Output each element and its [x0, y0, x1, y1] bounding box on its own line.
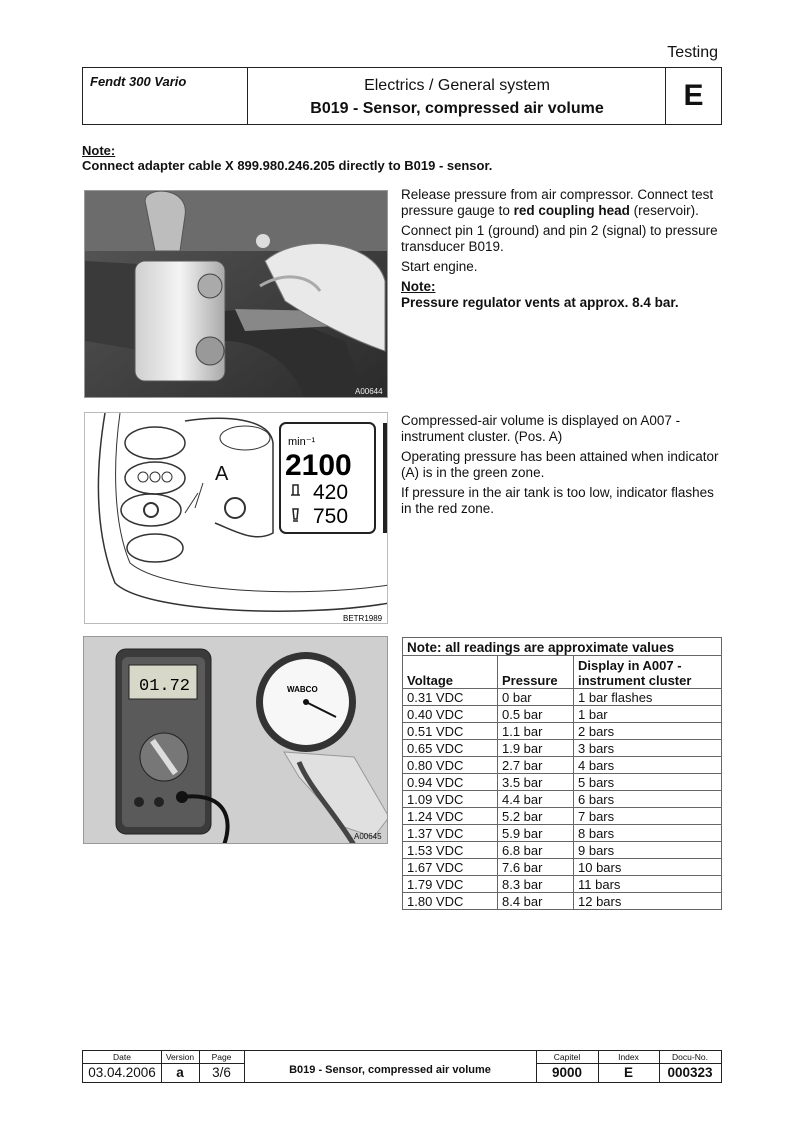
cell-pressure: 1.1 bar — [498, 723, 574, 740]
table-row — [403, 893, 722, 910]
table-row — [403, 706, 722, 723]
table-row — [403, 723, 722, 740]
cell-voltage: 1.53 VDC — [403, 842, 498, 859]
footer-docu: 000323 — [667, 1065, 713, 1080]
step2-line3: If pressure in the air tank is too low, indicator flashes in the red zone. — [401, 485, 714, 516]
footer-doc-title: B019 - Sensor, compressed air volume — [289, 1064, 491, 1076]
cell-display: 4 bars — [574, 757, 722, 774]
header-voltage: Voltage — [403, 656, 498, 689]
cell-voltage: 0.51 VDC — [403, 723, 498, 740]
footer-version-label: Version — [161, 1051, 199, 1064]
page-title: B019 - Sensor, compressed air volume — [310, 100, 604, 117]
coupling-illustration — [85, 191, 388, 398]
table-header-row — [403, 656, 722, 689]
instrument-cluster-drawing — [84, 412, 388, 624]
cell-voltage: 1.80 VDC — [403, 893, 498, 910]
meter-reading: 01.72 — [139, 677, 191, 696]
step1-line1 — [401, 187, 721, 219]
cell-display: 2 bars — [574, 723, 722, 740]
cell-pressure: 0 bar — [498, 689, 574, 706]
cell-pressure: 4.4 bar — [498, 791, 574, 808]
table-row — [403, 842, 722, 859]
footer-version: a — [176, 1065, 184, 1080]
footer-page-cell — [199, 1051, 245, 1082]
display-value-2: 750 — [313, 505, 349, 528]
header-pressure: Pressure — [498, 656, 574, 689]
step1-line1-c: (reservoir). — [629, 203, 699, 218]
footer-box — [82, 1050, 722, 1083]
readings-table — [402, 637, 722, 910]
footer-page: 3/6 — [212, 1065, 231, 1080]
step2-line1: Compressed-air volume is displayed on A007 - instrument cluster. (Pos. A) — [401, 413, 681, 444]
footer-version-cell — [161, 1051, 200, 1082]
step2-line2: Operating pressure has been attained when indicator (A) is in the green zone. — [401, 449, 719, 480]
cell-pressure: 1.9 bar — [498, 740, 574, 757]
footer-capitel-label: Capitel — [536, 1051, 598, 1064]
step1-text — [401, 187, 721, 315]
cell-voltage: 1.67 VDC — [403, 859, 498, 876]
display-rpm: 2100 — [285, 449, 352, 482]
multimeter-photo — [83, 636, 388, 844]
display-value-1: 420 — [313, 481, 349, 504]
image-code-3: A00645 — [354, 832, 382, 841]
position-label-a: A — [215, 463, 229, 485]
section-label: Testing — [667, 44, 718, 61]
cell-display: 5 bars — [574, 774, 722, 791]
header-model-cell — [83, 68, 248, 124]
display-unit: min⁻¹ — [288, 436, 316, 448]
step1-note-heading: Note: — [401, 279, 436, 294]
image-code-2: BETR1989 — [343, 614, 383, 623]
table-row — [403, 791, 722, 808]
multimeter-illustration — [84, 637, 388, 844]
footer-docu-cell — [659, 1051, 721, 1082]
footer-index: E — [623, 1065, 633, 1080]
footer-docu-label: Docu-No. — [659, 1051, 721, 1064]
cell-display: 6 bars — [574, 791, 722, 808]
gauge-brand: WABCO — [287, 685, 318, 694]
footer-index-cell — [598, 1051, 660, 1082]
cell-display: 10 bars — [574, 859, 722, 876]
table-row — [403, 808, 722, 825]
cell-voltage: 1.79 VDC — [403, 876, 498, 893]
note-heading: Note: — [82, 143, 116, 158]
footer-date-cell — [83, 1051, 162, 1082]
cell-display: 7 bars — [574, 808, 722, 825]
table-row — [403, 774, 722, 791]
readings-table-wrap — [402, 637, 722, 910]
footer-page-label: Page — [199, 1051, 244, 1064]
image-code-1: A00644 — [355, 387, 383, 396]
table-body — [403, 689, 722, 910]
footer-capitel-cell — [536, 1051, 599, 1082]
cell-pressure: 6.8 bar — [498, 842, 574, 859]
cell-voltage: 1.37 VDC — [403, 825, 498, 842]
cell-voltage: 1.24 VDC — [403, 808, 498, 825]
table-note: Note: all readings are approximate values — [403, 638, 722, 656]
footer-date: 03.04.2006 — [88, 1065, 156, 1080]
header-title-cell — [247, 68, 667, 124]
cell-display: 1 bar — [574, 706, 722, 723]
cell-display: 3 bars — [574, 740, 722, 757]
header-display: Display in A007 - instrument cluster — [574, 656, 722, 689]
cell-pressure: 7.6 bar — [498, 859, 574, 876]
table-row — [403, 740, 722, 757]
footer-doc-title-cell — [244, 1051, 537, 1082]
table-row — [403, 859, 722, 876]
table-note-row — [403, 638, 722, 656]
cell-display: 11 bars — [574, 876, 722, 893]
step1-line3: Start engine. — [401, 259, 478, 274]
step2-text — [401, 413, 721, 521]
cell-pressure: 8.4 bar — [498, 893, 574, 910]
red-coupling-head-text: red coupling head — [513, 203, 630, 218]
coupling-photo — [84, 190, 388, 398]
cell-pressure: 0.5 bar — [498, 706, 574, 723]
cell-voltage: 0.94 VDC — [403, 774, 498, 791]
table-row — [403, 876, 722, 893]
cell-pressure: 8.3 bar — [498, 876, 574, 893]
step1-line2: Connect pin 1 (ground) and pin 2 (signal) to pressure transducer B019. — [401, 223, 718, 254]
system-name: Electrics / General system — [364, 77, 550, 94]
footer-index-label: Index — [598, 1051, 659, 1064]
note-text: Connect adapter cable X 899.980.246.205 directly to B019 - sensor. — [82, 158, 493, 173]
cell-voltage: 0.31 VDC — [403, 689, 498, 706]
cell-voltage: 1.09 VDC — [403, 791, 498, 808]
cell-pressure: 3.5 bar — [498, 774, 574, 791]
model-name: Fendt 300 Vario — [90, 74, 187, 89]
cell-display: 12 bars — [574, 893, 722, 910]
cell-pressure: 5.2 bar — [498, 808, 574, 825]
cell-voltage: 0.65 VDC — [403, 740, 498, 757]
table-row — [403, 689, 722, 706]
cluster-illustration — [85, 413, 388, 624]
cell-voltage: 0.40 VDC — [403, 706, 498, 723]
table-row — [403, 757, 722, 774]
cell-pressure: 5.9 bar — [498, 825, 574, 842]
cell-pressure: 2.7 bar — [498, 757, 574, 774]
cell-voltage: 0.80 VDC — [403, 757, 498, 774]
cell-display: 8 bars — [574, 825, 722, 842]
step1-note-text: Pressure regulator vents at approx. 8.4 bar. — [401, 295, 679, 310]
step1-line1-a: Release pressure from air compressor. Connect test pressure gauge to — [401, 187, 714, 218]
footer-date-label: Date — [83, 1051, 161, 1064]
header-box — [82, 67, 722, 125]
index-letter: E — [665, 68, 721, 124]
cell-display: 1 bar flashes — [574, 689, 722, 706]
table-row — [403, 825, 722, 842]
cell-display: 9 bars — [574, 842, 722, 859]
footer-capitel: 9000 — [551, 1065, 583, 1080]
